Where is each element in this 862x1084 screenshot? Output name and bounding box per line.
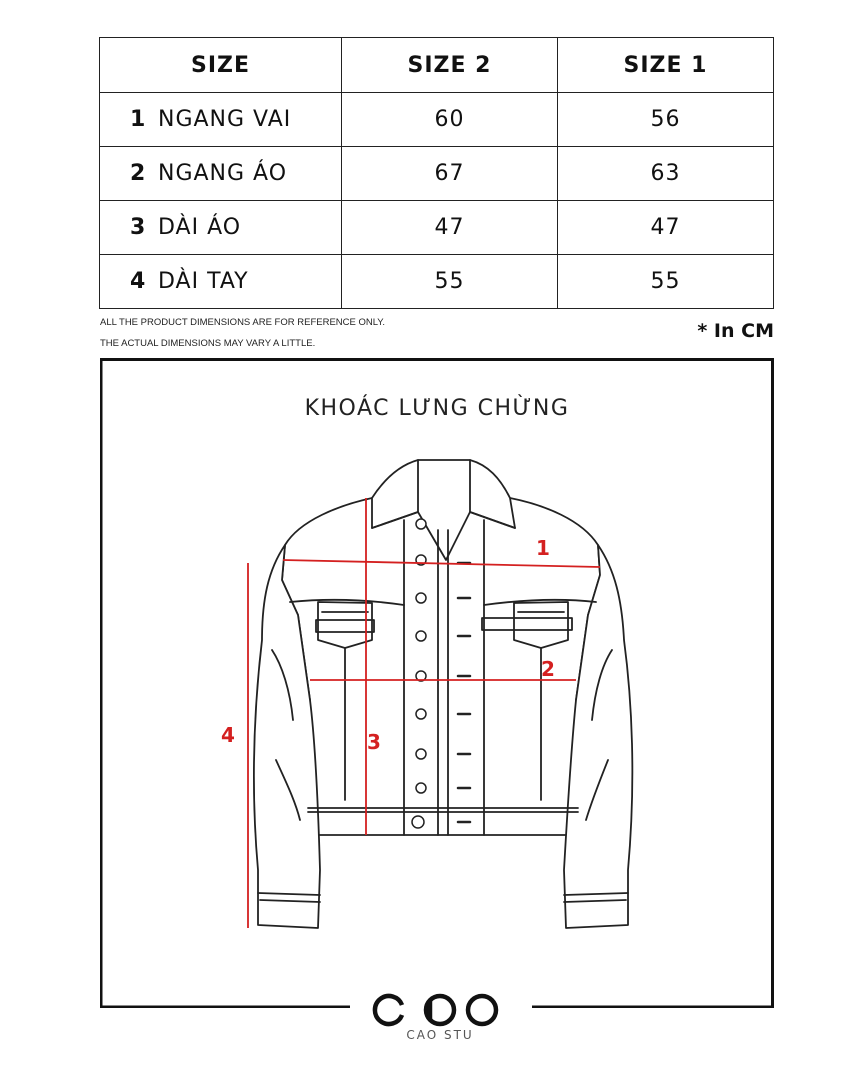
variance-note: THE ACTUAL DIMENSIONS MAY VARY A LITTLE. — [100, 338, 316, 349]
header-size-1: SIZE 1 — [558, 38, 774, 93]
row-number: 1 — [130, 107, 147, 132]
cell-size-2: 60 — [342, 93, 558, 147]
brand-logo-icon — [375, 996, 496, 1024]
unit-label: * In CM — [697, 320, 774, 342]
cell-size-1: 56 — [558, 93, 774, 147]
row-number: 4 — [130, 269, 147, 294]
cell-size-1: 63 — [558, 147, 774, 201]
row-name: NGANG ÁO — [158, 161, 288, 186]
marker-2: 2 — [541, 657, 555, 681]
header-size: SIZE — [100, 38, 342, 93]
marker-4: 4 — [221, 723, 235, 747]
cell-size-2: 67 — [342, 147, 558, 201]
cell-size-2: 55 — [342, 255, 558, 309]
header-size-2: SIZE 2 — [342, 38, 558, 93]
cell-size-2: 47 — [342, 201, 558, 255]
cell-size-1: 47 — [558, 201, 774, 255]
marker-1: 1 — [536, 536, 550, 560]
row-name: DÀI ÁO — [158, 215, 242, 240]
row-number: 3 — [130, 215, 147, 240]
cell-size-1: 55 — [558, 255, 774, 309]
brand-name: CAO STU — [406, 1028, 474, 1042]
row-number: 2 — [130, 161, 147, 186]
reference-note: ALL THE PRODUCT DIMENSIONS ARE FOR REFERENCE ONLY. — [100, 317, 386, 328]
diagram-title: KHOÁC LƯNG CHỪNG — [304, 396, 570, 421]
row-name: NGANG VAI — [158, 107, 292, 132]
marker-3: 3 — [367, 730, 381, 754]
row-name: DÀI TAY — [158, 269, 249, 294]
